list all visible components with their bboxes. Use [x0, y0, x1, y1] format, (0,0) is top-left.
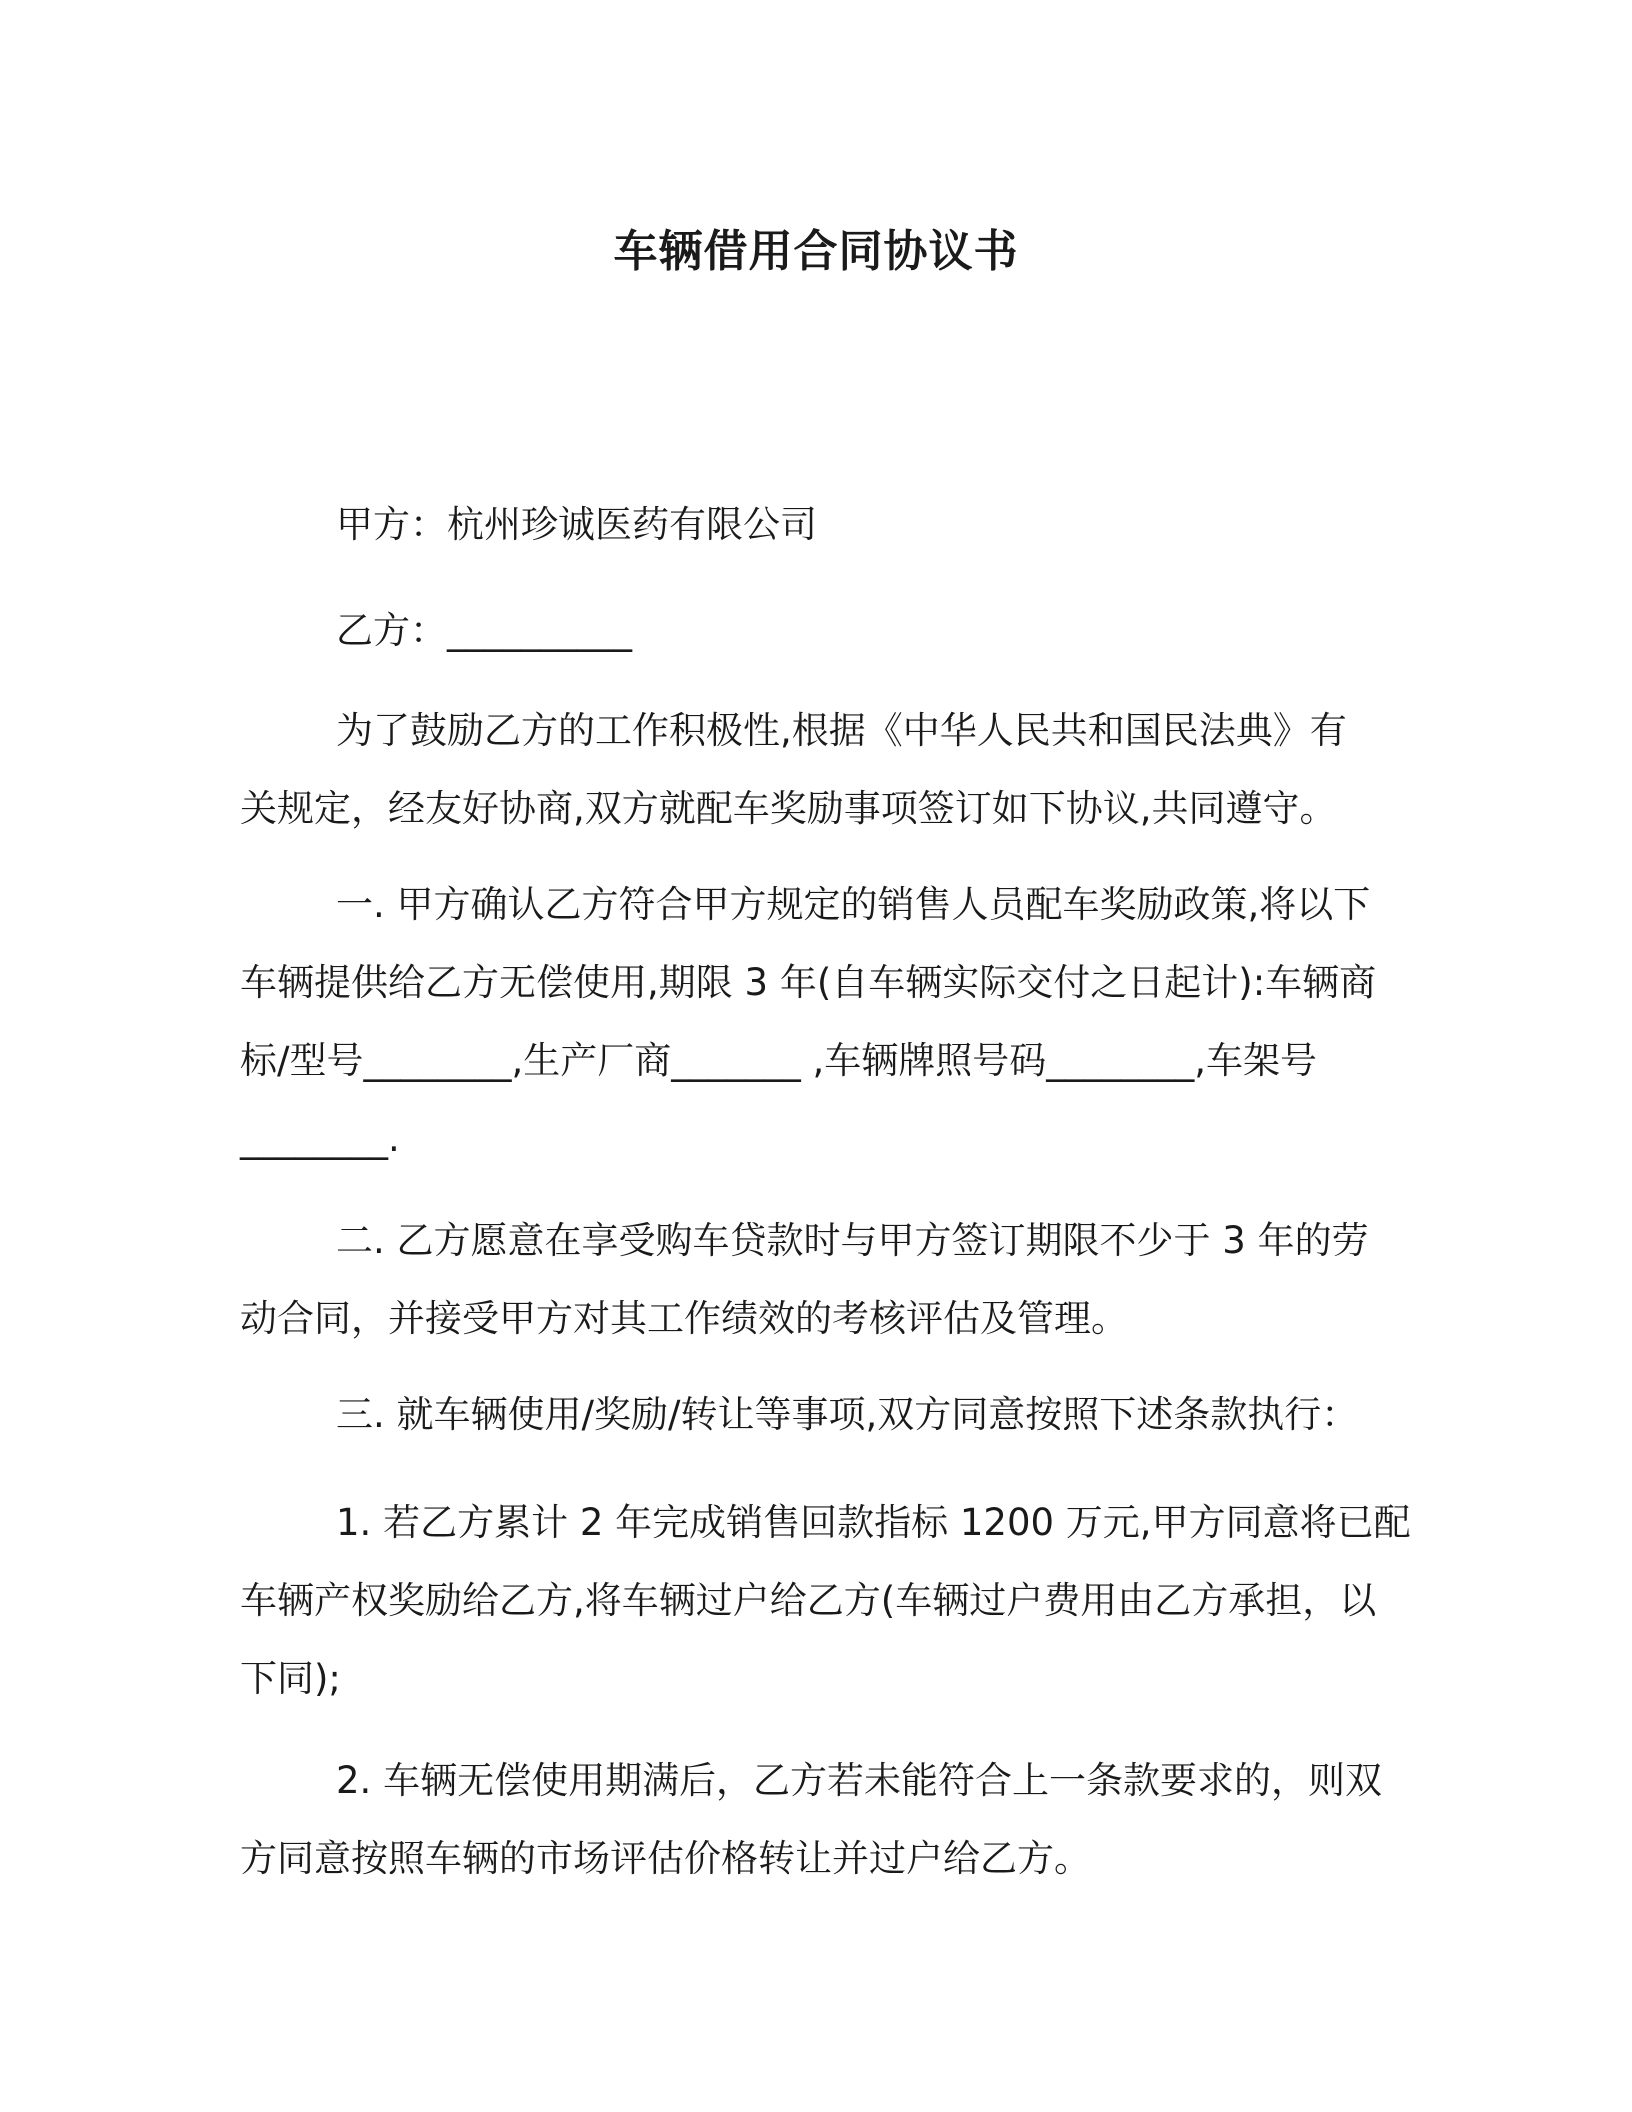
- party-b-line: 乙方：__________: [336, 609, 632, 652]
- clause-3-line-1: 三. 就车辆使用/奖励/转让等事项,双方同意按照下述条款执行：: [336, 1393, 1359, 1436]
- item-1-line-2: 车辆产权奖励给乙方,将车辆过户给乙方(车辆过户费用由乙方承担，以: [240, 1579, 1377, 1622]
- clause-1-line-4: ________.: [240, 1117, 400, 1160]
- document-title: 车辆借用合同协议书: [613, 226, 1019, 277]
- item-1-line-3: 下同);: [240, 1657, 341, 1700]
- party-a-line: 甲方：杭州珍诚医药有限公司: [336, 503, 817, 546]
- item-2-line-1: 2. 车辆无偿使用期满后，乙方若未能符合上一条款要求的，则双: [336, 1759, 1383, 1802]
- clause-1-line-3: 标/型号________,生产厂商_______ ,车辆牌照号码________,车架号: [240, 1039, 1318, 1082]
- clause-2-line-1: 二. 乙方愿意在享受购车贷款时与甲方签订期限不少于 3 年的劳: [336, 1219, 1369, 1262]
- clause-2-line-2: 动合同，并接受甲方对其工作绩效的考核评估及管理。: [240, 1297, 1128, 1340]
- clause-1-line-1: 一. 甲方确认乙方符合甲方规定的销售人员配车奖励政策,将以下: [336, 883, 1371, 926]
- item-1-line-1: 1. 若乙方累计 2 年完成销售回款指标 1200 万元,甲方同意将已配: [336, 1501, 1411, 1544]
- clause-1-line-2: 车辆提供给乙方无偿使用,期限 3 年(自车辆实际交付之日起计):车辆商: [240, 961, 1377, 1004]
- item-2-line-2: 方同意按照车辆的市场评估价格转让并过户给乙方。: [240, 1837, 1091, 1880]
- intro-line-1: 为了鼓励乙方的工作积极性,根据《中华人民共和国民法典》有: [336, 709, 1347, 752]
- intro-line-2: 关规定，经友好协商,双方就配车奖励事项签订如下协议,共同遵守。: [240, 787, 1337, 830]
